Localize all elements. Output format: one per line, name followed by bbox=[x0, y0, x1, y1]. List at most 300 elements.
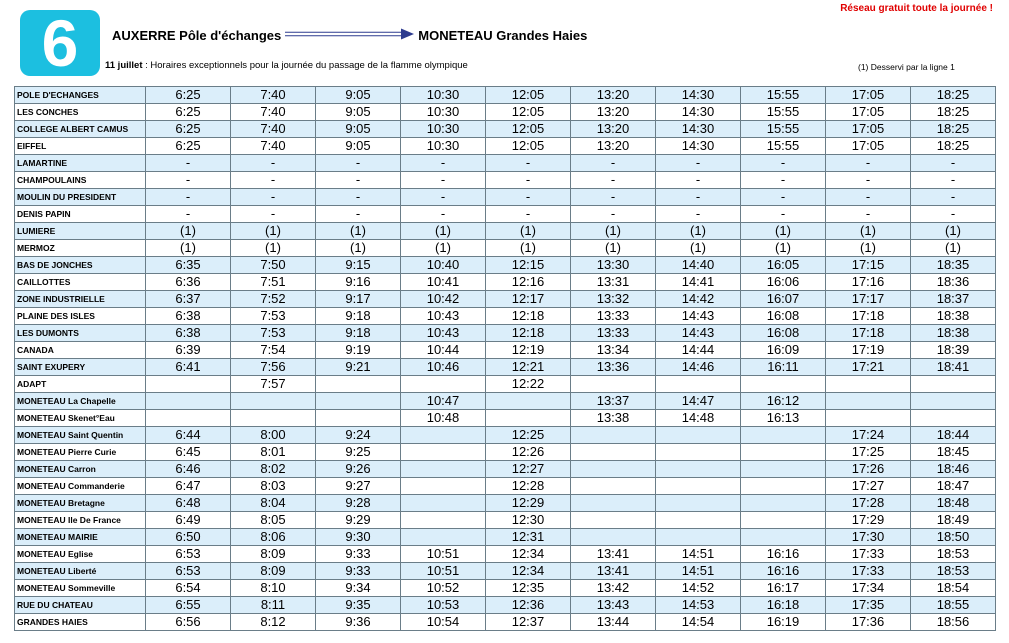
time-cell: 18:46 bbox=[911, 461, 996, 478]
time-cell: 16:18 bbox=[741, 597, 826, 614]
route-origin: AUXERRE Pôle d'échanges bbox=[112, 28, 282, 43]
time-cell: 16:09 bbox=[741, 342, 826, 359]
time-cell: 14:41 bbox=[656, 274, 741, 291]
stop-name-cell: BAS DE JONCHES bbox=[15, 257, 146, 274]
time-cell: (1) bbox=[741, 223, 826, 240]
time-cell: 6:49 bbox=[146, 512, 231, 529]
time-cell: 17:24 bbox=[826, 427, 911, 444]
time-cell: - bbox=[741, 155, 826, 172]
time-cell: 9:25 bbox=[316, 444, 401, 461]
time-cell: 14:48 bbox=[656, 410, 741, 427]
time-cell: 18:55 bbox=[911, 597, 996, 614]
time-cell: (1) bbox=[316, 240, 401, 257]
time-cell: 6:38 bbox=[146, 325, 231, 342]
time-cell: - bbox=[571, 155, 656, 172]
time-cell: - bbox=[741, 189, 826, 206]
time-cell: - bbox=[826, 172, 911, 189]
time-cell: 18:49 bbox=[911, 512, 996, 529]
time-cell: - bbox=[571, 206, 656, 223]
time-cell bbox=[146, 376, 231, 393]
time-cell bbox=[571, 495, 656, 512]
time-cell: 17:28 bbox=[826, 495, 911, 512]
table-row bbox=[15, 240, 996, 257]
time-cell bbox=[741, 444, 826, 461]
time-cell: 6:55 bbox=[146, 597, 231, 614]
time-cell: - bbox=[316, 206, 401, 223]
time-cell: 12:26 bbox=[486, 444, 571, 461]
time-cell: 14:51 bbox=[656, 546, 741, 563]
time-cell: 18:36 bbox=[911, 274, 996, 291]
time-cell: 12:15 bbox=[486, 257, 571, 274]
time-cell: 14:30 bbox=[656, 121, 741, 138]
time-cell: - bbox=[486, 155, 571, 172]
time-cell: (1) bbox=[231, 240, 316, 257]
time-cell: 6:39 bbox=[146, 342, 231, 359]
table-row bbox=[15, 563, 996, 580]
time-cell: 6:25 bbox=[146, 104, 231, 121]
time-cell bbox=[486, 393, 571, 410]
time-cell bbox=[401, 478, 486, 495]
time-cell: 16:19 bbox=[741, 614, 826, 631]
time-cell: 18:53 bbox=[911, 563, 996, 580]
time-cell: 8:04 bbox=[231, 495, 316, 512]
time-cell: - bbox=[741, 172, 826, 189]
stop-name-cell: MONETEAU Pierre Curie bbox=[15, 444, 146, 461]
table-row bbox=[15, 155, 996, 172]
time-cell: - bbox=[401, 206, 486, 223]
table-row bbox=[15, 580, 996, 597]
time-cell: - bbox=[911, 189, 996, 206]
table-row bbox=[15, 529, 996, 546]
time-cell: 14:44 bbox=[656, 342, 741, 359]
time-cell bbox=[486, 410, 571, 427]
time-cell: 13:41 bbox=[571, 563, 656, 580]
time-cell: - bbox=[656, 189, 741, 206]
time-cell: 17:18 bbox=[826, 325, 911, 342]
time-cell: (1) bbox=[911, 240, 996, 257]
time-cell: (1) bbox=[571, 240, 656, 257]
time-cell: 6:37 bbox=[146, 291, 231, 308]
time-cell: - bbox=[231, 189, 316, 206]
time-cell bbox=[741, 376, 826, 393]
time-cell: 16:06 bbox=[741, 274, 826, 291]
table-row bbox=[15, 495, 996, 512]
time-cell: 12:30 bbox=[486, 512, 571, 529]
time-cell: (1) bbox=[656, 240, 741, 257]
time-cell: 10:44 bbox=[401, 342, 486, 359]
time-cell: 12:05 bbox=[486, 138, 571, 155]
table-row bbox=[15, 291, 996, 308]
table-row bbox=[15, 478, 996, 495]
time-cell bbox=[401, 427, 486, 444]
time-cell: 10:30 bbox=[401, 87, 486, 104]
time-cell: 14:53 bbox=[656, 597, 741, 614]
time-cell: 12:18 bbox=[486, 325, 571, 342]
time-cell: 13:36 bbox=[571, 359, 656, 376]
time-cell: 9:36 bbox=[316, 614, 401, 631]
time-cell bbox=[826, 376, 911, 393]
time-cell: 13:32 bbox=[571, 291, 656, 308]
time-cell: 17:21 bbox=[826, 359, 911, 376]
time-cell: 16:13 bbox=[741, 410, 826, 427]
time-cell: 13:41 bbox=[571, 546, 656, 563]
time-cell bbox=[741, 461, 826, 478]
time-cell: 17:05 bbox=[826, 104, 911, 121]
time-cell: (1) bbox=[231, 223, 316, 240]
time-cell bbox=[231, 393, 316, 410]
time-cell: 17:19 bbox=[826, 342, 911, 359]
time-cell bbox=[826, 393, 911, 410]
time-cell: 9:17 bbox=[316, 291, 401, 308]
time-cell: 16:12 bbox=[741, 393, 826, 410]
time-cell: 13:33 bbox=[571, 325, 656, 342]
time-cell: - bbox=[656, 155, 741, 172]
time-cell: 13:20 bbox=[571, 104, 656, 121]
time-cell: 10:40 bbox=[401, 257, 486, 274]
time-cell: - bbox=[826, 189, 911, 206]
table-row bbox=[15, 376, 996, 393]
time-cell: - bbox=[231, 172, 316, 189]
time-cell: 12:36 bbox=[486, 597, 571, 614]
time-cell: 12:31 bbox=[486, 529, 571, 546]
time-cell: 14:51 bbox=[656, 563, 741, 580]
time-cell bbox=[401, 529, 486, 546]
time-cell: 6:56 bbox=[146, 614, 231, 631]
stop-name-cell: MERMOZ bbox=[15, 240, 146, 257]
time-cell: - bbox=[231, 206, 316, 223]
time-cell bbox=[656, 444, 741, 461]
time-cell bbox=[826, 410, 911, 427]
table-row bbox=[15, 546, 996, 563]
time-cell: - bbox=[571, 172, 656, 189]
time-cell: 12:35 bbox=[486, 580, 571, 597]
time-cell: 17:27 bbox=[826, 478, 911, 495]
time-cell: (1) bbox=[741, 240, 826, 257]
time-cell: 10:41 bbox=[401, 274, 486, 291]
time-cell: 9:18 bbox=[316, 325, 401, 342]
right-arrow-icon bbox=[285, 28, 415, 43]
time-cell: 13:30 bbox=[571, 257, 656, 274]
stop-name-cell: DENIS PAPIN bbox=[15, 206, 146, 223]
time-cell: 9:05 bbox=[316, 121, 401, 138]
time-cell: 18:41 bbox=[911, 359, 996, 376]
time-cell: 9:05 bbox=[316, 104, 401, 121]
time-cell: 15:55 bbox=[741, 138, 826, 155]
time-cell: 6:25 bbox=[146, 87, 231, 104]
time-cell: 13:44 bbox=[571, 614, 656, 631]
time-cell: - bbox=[656, 172, 741, 189]
time-cell: 12:16 bbox=[486, 274, 571, 291]
time-cell: 18:38 bbox=[911, 308, 996, 325]
time-cell: 13:38 bbox=[571, 410, 656, 427]
line-number: 6 bbox=[41, 6, 79, 80]
time-cell: 18:53 bbox=[911, 546, 996, 563]
time-cell: 12:19 bbox=[486, 342, 571, 359]
time-cell: 16:08 bbox=[741, 325, 826, 342]
time-cell: (1) bbox=[486, 240, 571, 257]
time-cell: 14:40 bbox=[656, 257, 741, 274]
time-cell: 10:47 bbox=[401, 393, 486, 410]
time-cell: 14:43 bbox=[656, 308, 741, 325]
time-cell: 6:38 bbox=[146, 308, 231, 325]
time-cell: 17:18 bbox=[826, 308, 911, 325]
stop-name-cell: MOULIN DU PRESIDENT bbox=[15, 189, 146, 206]
time-cell: 14:30 bbox=[656, 104, 741, 121]
footnote: (1) Desservi par la ligne 1 bbox=[858, 62, 955, 72]
table-row bbox=[15, 427, 996, 444]
time-cell: 9:27 bbox=[316, 478, 401, 495]
table-row bbox=[15, 172, 996, 189]
time-cell: - bbox=[656, 206, 741, 223]
time-cell: 13:42 bbox=[571, 580, 656, 597]
time-cell: 12:34 bbox=[486, 546, 571, 563]
time-cell bbox=[316, 410, 401, 427]
time-cell bbox=[231, 410, 316, 427]
time-cell: 12:28 bbox=[486, 478, 571, 495]
time-cell: 14:30 bbox=[656, 87, 741, 104]
stop-name-cell: MONETEAU Eglise bbox=[15, 546, 146, 563]
time-cell: - bbox=[231, 155, 316, 172]
time-cell: 8:06 bbox=[231, 529, 316, 546]
stop-name-cell: CANADA bbox=[15, 342, 146, 359]
time-cell: 12:05 bbox=[486, 87, 571, 104]
time-cell: - bbox=[486, 189, 571, 206]
time-cell: 7:40 bbox=[231, 87, 316, 104]
time-cell bbox=[911, 410, 996, 427]
time-cell: 7:52 bbox=[231, 291, 316, 308]
time-cell: 12:18 bbox=[486, 308, 571, 325]
time-cell bbox=[741, 529, 826, 546]
stop-name-cell: MONETEAU La Chapelle bbox=[15, 393, 146, 410]
stop-name-cell: MONETEAU Commanderie bbox=[15, 478, 146, 495]
time-cell: - bbox=[911, 206, 996, 223]
time-cell: 18:25 bbox=[911, 138, 996, 155]
table-row bbox=[15, 461, 996, 478]
time-cell: 9:26 bbox=[316, 461, 401, 478]
time-cell: 16:08 bbox=[741, 308, 826, 325]
time-cell: 16:05 bbox=[741, 257, 826, 274]
time-cell: 10:43 bbox=[401, 308, 486, 325]
time-cell: 6:35 bbox=[146, 257, 231, 274]
time-cell: 17:17 bbox=[826, 291, 911, 308]
time-cell: 6:47 bbox=[146, 478, 231, 495]
time-cell: 9:24 bbox=[316, 427, 401, 444]
time-cell: (1) bbox=[316, 223, 401, 240]
table-row bbox=[15, 87, 996, 104]
time-cell: (1) bbox=[826, 223, 911, 240]
time-cell bbox=[911, 376, 996, 393]
time-cell: 17:29 bbox=[826, 512, 911, 529]
stop-name-cell: GRANDES HAIES bbox=[15, 614, 146, 631]
stop-name-cell: MONETEAU Liberté bbox=[15, 563, 146, 580]
time-cell: - bbox=[401, 189, 486, 206]
stop-name-cell: SAINT EXUPERY bbox=[15, 359, 146, 376]
service-date: 11 juillet bbox=[105, 60, 143, 71]
time-cell: 13:31 bbox=[571, 274, 656, 291]
time-cell bbox=[571, 444, 656, 461]
time-cell: 9:34 bbox=[316, 580, 401, 597]
time-cell bbox=[571, 512, 656, 529]
time-cell: 17:36 bbox=[826, 614, 911, 631]
route-destination: MONETEAU Grandes Haies bbox=[418, 28, 588, 43]
time-cell: 6:45 bbox=[146, 444, 231, 461]
time-cell: 10:30 bbox=[401, 104, 486, 121]
table-row bbox=[15, 614, 996, 631]
table-row bbox=[15, 393, 996, 410]
time-cell: - bbox=[486, 206, 571, 223]
time-cell: 9:29 bbox=[316, 512, 401, 529]
time-cell: (1) bbox=[146, 223, 231, 240]
time-cell bbox=[656, 376, 741, 393]
time-cell: 7:50 bbox=[231, 257, 316, 274]
time-cell: 10:48 bbox=[401, 410, 486, 427]
stop-name-cell: MONETEAU Carron bbox=[15, 461, 146, 478]
time-cell: - bbox=[571, 189, 656, 206]
stop-name-cell: MONETEAU Ile De France bbox=[15, 512, 146, 529]
stop-name-cell: MONETEAU Saint Quentin bbox=[15, 427, 146, 444]
time-cell: - bbox=[146, 172, 231, 189]
time-cell: (1) bbox=[401, 223, 486, 240]
timetable-subtitle bbox=[105, 60, 468, 71]
time-cell: - bbox=[146, 155, 231, 172]
time-cell: 9:16 bbox=[316, 274, 401, 291]
time-cell: 12:37 bbox=[486, 614, 571, 631]
time-cell bbox=[401, 512, 486, 529]
time-cell: 9:28 bbox=[316, 495, 401, 512]
time-cell: 8:09 bbox=[231, 563, 316, 580]
time-cell: 10:52 bbox=[401, 580, 486, 597]
time-cell: 17:26 bbox=[826, 461, 911, 478]
time-cell: - bbox=[401, 172, 486, 189]
time-cell bbox=[401, 461, 486, 478]
time-cell: 12:29 bbox=[486, 495, 571, 512]
time-cell: 16:17 bbox=[741, 580, 826, 597]
time-cell bbox=[401, 444, 486, 461]
time-cell: 10:43 bbox=[401, 325, 486, 342]
time-cell bbox=[401, 376, 486, 393]
table-row bbox=[15, 325, 996, 342]
time-cell: 8:10 bbox=[231, 580, 316, 597]
time-cell: 17:33 bbox=[826, 546, 911, 563]
time-cell: 18:56 bbox=[911, 614, 996, 631]
time-cell: 18:50 bbox=[911, 529, 996, 546]
time-cell bbox=[741, 495, 826, 512]
stop-name-cell: ADAPT bbox=[15, 376, 146, 393]
time-cell: 7:51 bbox=[231, 274, 316, 291]
time-cell bbox=[571, 427, 656, 444]
time-cell bbox=[316, 376, 401, 393]
time-cell: 9:05 bbox=[316, 138, 401, 155]
stop-name-cell: EIFFEL bbox=[15, 138, 146, 155]
time-cell: 7:53 bbox=[231, 308, 316, 325]
time-cell: 9:35 bbox=[316, 597, 401, 614]
table-row bbox=[15, 308, 996, 325]
time-cell: 7:57 bbox=[231, 376, 316, 393]
table-row bbox=[15, 206, 996, 223]
time-cell: 9:33 bbox=[316, 563, 401, 580]
stop-name-cell: RUE DU CHATEAU bbox=[15, 597, 146, 614]
time-cell: 18:38 bbox=[911, 325, 996, 342]
timetable bbox=[14, 86, 996, 631]
time-cell: 12:05 bbox=[486, 121, 571, 138]
time-cell: 13:20 bbox=[571, 121, 656, 138]
line-number-badge bbox=[20, 6, 100, 80]
time-cell: 12:17 bbox=[486, 291, 571, 308]
time-cell: 13:33 bbox=[571, 308, 656, 325]
time-cell bbox=[741, 478, 826, 495]
time-cell: 18:47 bbox=[911, 478, 996, 495]
time-cell: 9:33 bbox=[316, 546, 401, 563]
free-network-notice: Réseau gratuit toute la journée ! bbox=[840, 3, 993, 14]
time-cell: 6:50 bbox=[146, 529, 231, 546]
time-cell: - bbox=[911, 155, 996, 172]
route-header bbox=[112, 28, 587, 43]
time-cell: 15:55 bbox=[741, 104, 826, 121]
time-cell: 9:18 bbox=[316, 308, 401, 325]
time-cell: 10:42 bbox=[401, 291, 486, 308]
time-cell: 8:00 bbox=[231, 427, 316, 444]
time-cell: 13:20 bbox=[571, 138, 656, 155]
time-cell: 12:05 bbox=[486, 104, 571, 121]
stop-name-cell: LUMIERE bbox=[15, 223, 146, 240]
table-row bbox=[15, 512, 996, 529]
time-cell: - bbox=[486, 172, 571, 189]
time-cell: - bbox=[401, 155, 486, 172]
time-cell: 10:30 bbox=[401, 138, 486, 155]
time-cell: (1) bbox=[146, 240, 231, 257]
time-cell: 18:45 bbox=[911, 444, 996, 461]
stop-name-cell: MONETEAU Bretagne bbox=[15, 495, 146, 512]
time-cell: (1) bbox=[486, 223, 571, 240]
time-cell: 8:03 bbox=[231, 478, 316, 495]
stop-name-cell: ZONE INDUSTRIELLE bbox=[15, 291, 146, 308]
time-cell: - bbox=[826, 155, 911, 172]
table-row bbox=[15, 444, 996, 461]
time-cell: 18:25 bbox=[911, 104, 996, 121]
time-cell: 9:15 bbox=[316, 257, 401, 274]
time-cell: - bbox=[146, 189, 231, 206]
time-cell: 10:30 bbox=[401, 121, 486, 138]
table-row bbox=[15, 138, 996, 155]
time-cell: 8:11 bbox=[231, 597, 316, 614]
time-cell: 7:40 bbox=[231, 121, 316, 138]
time-cell: 12:22 bbox=[486, 376, 571, 393]
table-row bbox=[15, 410, 996, 427]
time-cell bbox=[656, 495, 741, 512]
time-cell: 18:37 bbox=[911, 291, 996, 308]
time-cell: 14:52 bbox=[656, 580, 741, 597]
time-cell: (1) bbox=[826, 240, 911, 257]
table-row bbox=[15, 223, 996, 240]
time-cell bbox=[656, 461, 741, 478]
time-cell: 17:35 bbox=[826, 597, 911, 614]
time-cell bbox=[571, 376, 656, 393]
time-cell bbox=[656, 427, 741, 444]
time-cell: 6:41 bbox=[146, 359, 231, 376]
time-cell: (1) bbox=[571, 223, 656, 240]
time-cell: 14:42 bbox=[656, 291, 741, 308]
table-row bbox=[15, 257, 996, 274]
time-cell: 18:25 bbox=[911, 121, 996, 138]
time-cell: 10:46 bbox=[401, 359, 486, 376]
stop-name-cell: CHAMPOULAINS bbox=[15, 172, 146, 189]
time-cell: 7:40 bbox=[231, 104, 316, 121]
table-row bbox=[15, 121, 996, 138]
table-row bbox=[15, 342, 996, 359]
time-cell bbox=[571, 529, 656, 546]
time-cell bbox=[571, 461, 656, 478]
time-cell: 6:36 bbox=[146, 274, 231, 291]
